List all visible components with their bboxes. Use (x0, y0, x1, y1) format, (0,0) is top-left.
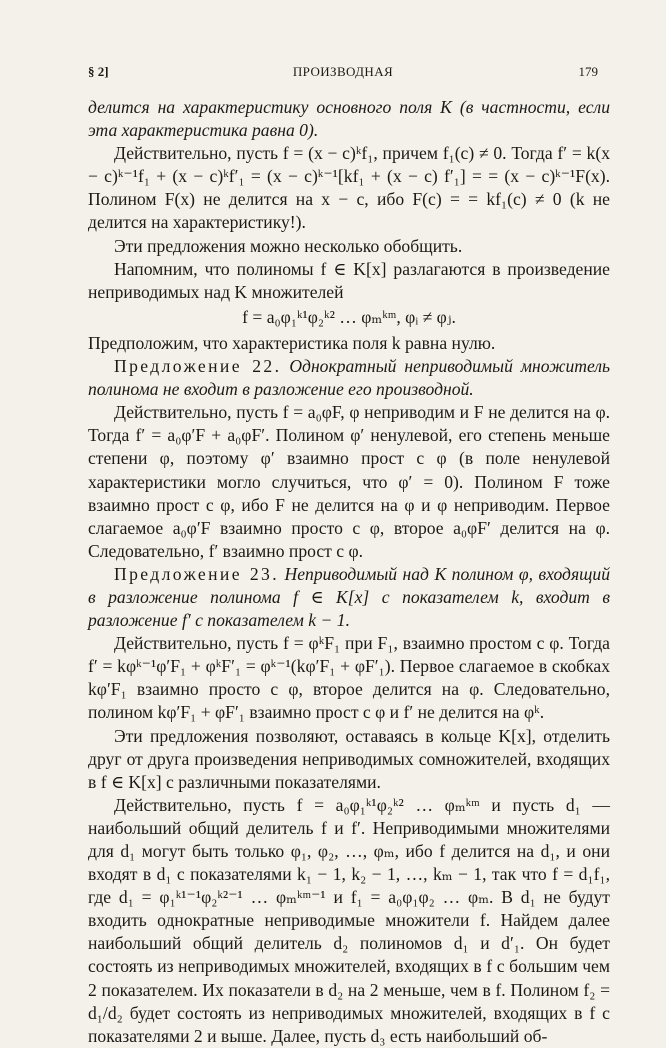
text-paragraph: Напомним, что полиномы f ∈ K[x] разлагаются в произведение неприводимых над K множителей (88, 258, 610, 302)
text-paragraph: делится на характеристику основного поля K (в частности, если эта характеристика равна 0). (88, 97, 610, 141)
text-paragraph: Действительно, пусть f = (x − c)ᵏf₁, причем f₁(c) ≠ 0. Тогда f′ = k(x − c)ᵏ⁻¹f₁ + (x − c)ᵏf′₁ = (x − c)ᵏ⁻¹[kf₁ + (x − c) f′₁] = = (x − c)ᵏ⁻¹F(x). Полином F(x) не делится на x − c, ибо F(c) = = kf₁(c) ≠ 0 (k не делится на характеристику!). (88, 143, 610, 233)
proposition-paragraph (88, 355, 610, 401)
page-body (88, 96, 610, 1048)
section-marker: § 2] (88, 64, 109, 79)
text-paragraph: Действительно, пусть f = a₀φF, φ неприводим и F не делится на φ. Тогда f′ = a₀φ′F + a₀φF′. Полином φ′ ненулевой, его степень меньше степени φ, поэтому φ′ взаимно прост с φ (в поле ненулевой характеристики могло случиться, что φ′ = 0). Полином F тоже взаимно прост с φ, ибо F не делится на φ и φ неприводим. Первое слагаемое a₀φ′F взаимно просто с φ, второе a₀φF′ делится на φ. Следовательно, f′ взаимно прост с φ. (88, 402, 610, 561)
text-paragraph: Действительно, пусть f = a₀φ₁ᵏ¹φ₂ᵏ² … φₘᵏᵐ и пусть d₁ — наибольший общий делитель f и f′. Неприводимыми множителями для d₁ могут быть только φ₁, φ₂, …, φₘ, ибо f делится на d₁, и они входят в d₁ с показателями k₁ − 1, k₂ − 1, …, kₘ − 1, так что f = d₁f₁, где d₁ = φ₁ᵏ¹⁻¹φ₂ᵏ²⁻¹ … φₘᵏᵐ⁻¹ и f₁ = a₀φ₁φ₂ … φₘ. В d₁ не будут входить однократные неприводимые множители f. Найдем далее наибольший общий делитель d₂ полиномов d₁ и d′₁. Он будет состоять из неприводимых множителей, входящих в f с большим чем 2 показателем. Их показатели в d₂ на 2 меньше, чем в f. Полином f₂ = d₁/d₂ будет состоять из неприводимых множителей, входящих в f с показателями 2 и выше. Далее, пусть d₃ есть наибольший об- (88, 794, 610, 1046)
running-header (88, 64, 598, 84)
text-paragraph: Действительно, пусть f = φᵏF₁ при F₁, взаимно простом с φ. Тогда f′ = kφᵏ⁻¹φ′F₁ + φᵏF′₁ = φᵏ⁻¹(kφ′F₁ + φF′₁). Первое слагаемое в скобках kφ′F₁ взаимно просто с φ, второе делится на φ. Следовательно, полином kφ′F₁ + φF′₁ взаимно прост с φ и f′ не делится на φᵏ. (88, 633, 610, 723)
proposition-label: Предложение 22. (114, 356, 282, 377)
proposition-label: Предложение 23. (114, 563, 280, 584)
text-paragraph: Эти предложения позволяют, оставаясь в кольце K[x], отделить друг от друга произведения неприводимых сомножителей, входящих в f ∈ K[x] с различными показателями. (88, 725, 610, 792)
proposition-statement: Неприводимый над K полином φ, входящий в разложение полинома f ∈ K[x] с показателем k, входит в разложение f′ с показателем k − 1. (88, 563, 611, 631)
proposition-statement: Однократный неприводимый множитель полинома не входит в разложение его производной. (88, 356, 610, 400)
display-formula: f = a₀φ₁ᵏ¹φ₂ᵏ² … φₘᵏᵐ, φᵢ ≠ φⱼ. (242, 306, 456, 327)
running-title: ПРОИЗВОДНАЯ (292, 64, 394, 79)
text-paragraph: Предположим, что характеристика поля k равна нулю. (88, 332, 496, 353)
proposition-paragraph (88, 563, 610, 632)
page-number: 179 (578, 64, 598, 79)
text-paragraph: Эти предложения можно несколько обобщить. (114, 235, 463, 256)
